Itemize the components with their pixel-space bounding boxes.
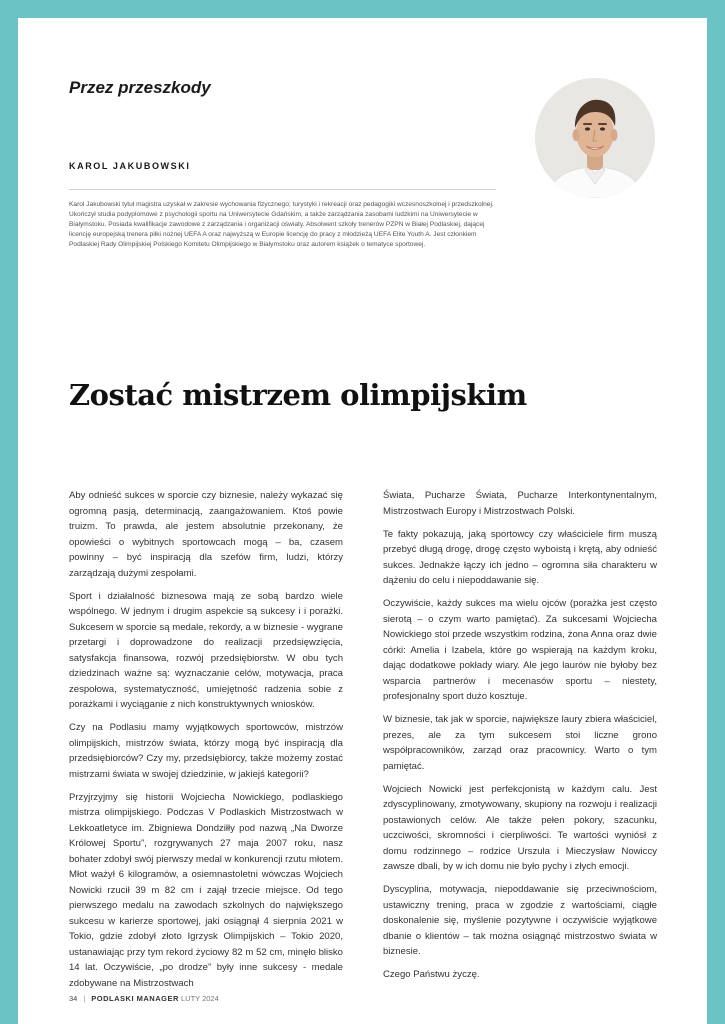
article-paragraph: Te fakty pokazują, jaką sportowcy czy właściciele firm muszą przebyć długą drogę, drogę często wyboistą i krętą, aby odnieść sukces. Jednakże łączy ich jedno – ogromna siła charakteru w dążeniu do celu i niepoddawanie się. [383,528,657,586]
article-paragraph: Oczywiście, każdy sukces ma wielu ojców (porażka jest często sierotą – o czym warto pamiętać). Za sukcesami Wojciecha Nowickiego stoi przede wszystkim rodzina, żona Anna oraz dwie córki: Amelia i Izabela, które go wspierają na każdym kroku, dając dodatkowe pokłady wiary. Ale jego laurów nie byłoby bez wsparcia partnerów i mecenasów sportu – niestety, profesjonalny sport dużo kosztuje. [383,598,657,702]
article-paragraph: Aby odnieść sukces w sporcie czy biznesie, należy wykazać się ogromną pasją, determinacją, zaangażowaniem. Ktoś powie truizm. To prawda, ale jestem absolutnie przekonany, że opowieści o wybitnych sportowcach mogą – ba, czasem powinny – być inspiracją dla szefów firm, ludzi, którzy zarządzają dużymi zespołami. [69,490,343,579]
magazine-page [18,18,707,1024]
author-bio: Karol Jakubowski tytuł magistra uzyskał w zakresie wychowania fizycznego; turystyki i rekreacji oraz pedagogiki wczesnoszkolnej i przedszkolnej. Ukończył studia podyplomowe z psychologii sportu na Uniwersytecie Gdańskim, a także zarządzania zasobami ludzkimi na Uniwersytecie w Białymstoku. Posiada kwalifikacje zawodowe z zarządzania i organizacji oświaty. Absolwent szkoły trenerów PZPN w Białej Podlaskiej, dającej licencję europejską trenera piłki nożnej UEFA A oraz najwyższą w Europie licencję do pracy z młodzieżą UEFA Elite Youth A. Jest członkiem Podlaskiej Rady Olimpijskiej Polskiego Komitetu Olimpijskiego w Białymstoku oraz autorem książek o tematyce sportowej. [69,201,494,248]
author-portrait-image [535,78,655,198]
article-paragraph: Świata, Pucharze Świata, Pucharze Interkontynentalnym, Mistrzostwach Europy i Mistrzostwach Polski. [383,490,657,517]
author-portrait [535,78,655,198]
author-name: KAROL JAKUBOWSKI [69,161,191,171]
article-paragraph: Sport i działalność biznesowa mają ze sobą bardzo wiele wspólnego. W jednym i drugim aspekcie są sukcesy i i porażki. Sukcesem w sporcie są medale, rekordy, a w biznesie - wygrane przetargi i doprowadzone do realizacji przedsięwzięcia, satysfakcja finansowa, rozwój przedsiębiorstw. W obu tych dziedzinach ważne są: wyznaczanie celów, motywacja, praca zespołowa, systematyczność, umiejętność radzenia sobie z porażkami i wyciąganie z nich konstruktywnych wniosków. [69,590,343,710]
article-paragraph: Wojciech Nowicki jest perfekcjonistą w każdym calu. Jest zdyscyplinowany, zmotywowany, skupiony na rozwoju i realizacji postawionych celów. Ale także pełen pokory, szacunku, uczciwości, skromności i cierpliwości. Te wartości wyniósł z domu rodzinnego – rodzice Urszula i Mieczysław Nowiccy zawsze dbali, by w ich domu nie było pychy i złych emocji. [383,783,657,872]
magazine-name: PODLASKI MANAGER [91,994,179,1003]
footer-separator: | [83,994,86,1003]
article-paragraph: Przyjrzyjmy się historii Wojciecha Nowickiego, podlaskiego mistrza olimpijskiego. Podczas V Podlaskich Mistrzostwach w Lekkoatletyce im. Zbigniewa Dondziłły pod nazwą „Na Dworze Królowej Sportu”, rozgrywanych 27 maja 2007 roku, nasz bohater zdobył swój pierwszy medal w konkurencji rzutu młotem. Młot ważył 6 kilogramów, a osiemnastoletni wówczas Wojciech Nowicki rzucił 39 m 82 cm i zajął trzecie miejsce. Od tego pierwszego medalu na zawodach szkolnych do największego sukcesu w karierze sportowej, jaki osiągnął 4 sierpnia 2021 w Tokio, gdzie zdobył złoto Igrzysk Olimpijskich – Tokio 2020, ustanawiając przy tym rekord życiowy 82 m 52 cm, minęło blisko 14 lat. Oczywiście, „po drodze” były inne sukcesy - medale zdobywane na Mistrzostwach [69,791,343,989]
page-number: 34 [69,994,78,1003]
article-column-right [383,488,657,990]
section-label: Przez przeszkody [69,78,211,97]
article-paragraph: Czy na Podlasiu mamy wyjątkowych sportowców, mistrzów olimpijskich, mistrzów świata, którzy mogą być inspiracją dla przedsiębiorców? Czy my, przedsiębiorcy, także możemy zostać mistrzami świata w swojej dziedzinie, w jakiejś kategorii? [69,722,343,780]
article-paragraph: W biznesie, tak jak w sporcie, największe laury zbiera właściciel, prezes, ale za tym sukcesem stoi liczne grono współpracowników, zarząd oraz pracownicy. Warto o tym pamiętać. [383,714,657,772]
divider [69,189,496,190]
article-paragraph: Czego Państwu życzę. [383,969,480,980]
article-paragraph: Dyscyplina, motywacja, niepoddawanie się przeciwnościom, ustawiczny trening, praca w zgodzie z wartościami, ciągłe doskonalenie się, myślenie pozytywne i oczywiście wyjątkowe dbanie o klientów – tak można osiągnąć mistrzostwo świata w biznesie. [383,884,657,957]
issue-date: LUTY 2024 [180,994,219,1003]
article-headline: Zostać mistrzem olimpijskim [69,378,527,412]
article-column-left [69,488,343,999]
page-footer [69,994,219,1003]
